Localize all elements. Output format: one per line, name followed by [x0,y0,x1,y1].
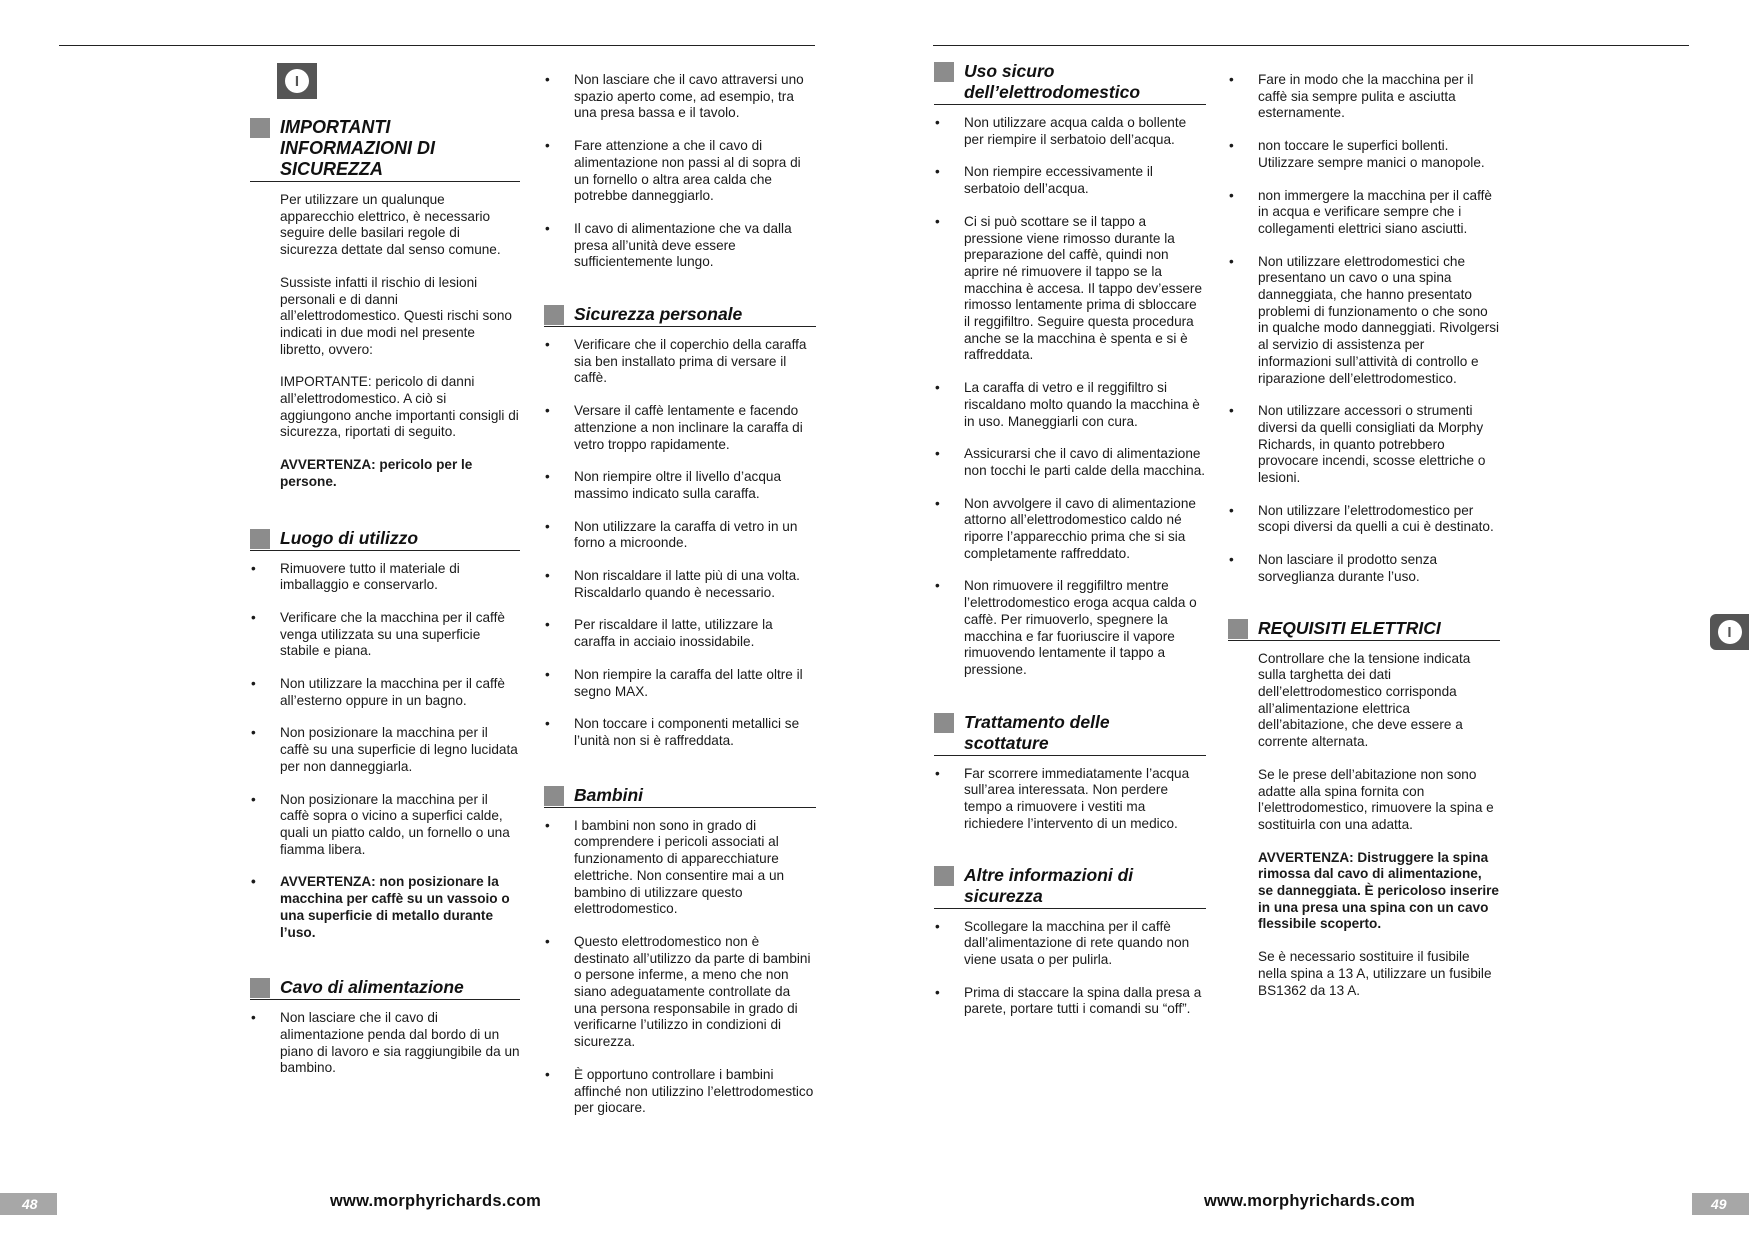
section-heading-uso [934,61,1206,105]
list-item: • Non utilizzare acqua calda o bollente per riempire il serbatoio dell’acqua. [934,115,1206,148]
list-item: • Fare in modo che la macchina per il caffè sia sempre pulita e asciutta esternamente. [1228,72,1500,122]
requisiti-paragraph: Se è necessario sostituire il fusibile nella spina a 13 A, utilizzare un fusibile BS1362 da 13 A. [1258,949,1492,998]
language-tab-letter: I [1727,623,1732,641]
list-item: • Non utilizzare elettrodomestici che presentano un cavo o una spina danneggiata, che hanno presentato problemi di funzionamento o che sono in qualche modo danneggiati. Rivolgersi al servizio di assistenza per informazioni sull’attività di controllo e riparazione dell’elettrodomestico. [1228,254,1500,388]
section-heading-altre [934,865,1206,909]
column-4 [1228,72,1500,999]
list-item: • Ci si può scottare se il tappo a pressione viene rimosso durante la preparazione del caffè, quindi non aprire né rimuovere il tappo se la macchina è accesa. Il tappo dev’essere rimosso lentamente prima di sbloccare il reggifiltro. Seguire questa procedura anche se la macchina è spenta e si è raffreddata. [934,214,1206,364]
list-item: • Non lasciare il prodotto senza sorveglianza durante l’uso. [1228,552,1500,585]
list-item: • Il cavo di alimentazione che va dalla presa all’unità deve essere sufficientemente lungo. [544,221,816,271]
list-item: • Non utilizzare la caraffa di vetro in un forno a microonde. [544,519,816,552]
section-title: Sicurezza personale [574,304,743,325]
list-item: • Non riempire la caraffa del latte oltre il segno MAX. [544,667,816,700]
list-item: • Assicurarsi che il cavo di alimentazione non tocchi le parti calde della macchina. [934,446,1206,479]
intro-paragraph: Sussiste infatti il rischio di lesioni personali e di danni all’elettrodomestico. Questi rischi sono indicati in due modi nel presente libretto, ovvero: [280,274,512,357]
section-heading-requisiti [1228,618,1500,641]
section-heading-luogo [250,528,520,551]
heading-marker [544,786,564,806]
personale-list [544,337,816,750]
section-title: IMPORTANTI INFORMAZIONI DI SICUREZZA [280,117,435,179]
list-item: • Questo elettrodomestico non è destinato all’utilizzo da parte di bambini o persone inferme, a meno che non siano adeguatamente controllate da una persona responsabile in grado di verificarne l’utilizzo in condizioni di sicurezza. [544,934,816,1051]
page-number-left [0,1193,57,1215]
list-item: • La caraffa di vetro e il reggifiltro si riscaldano molto quando la macchina è in uso. Maneggiarli con cura. [934,380,1206,430]
heading-marker [934,713,954,733]
list-item: • Versare il caffè lentamente e facendo attenzione a non inclinare la caraffa di vetro troppo rapidamente. [544,403,816,453]
list-item: • È opportuno controllare i bambini affinché non utilizzino l’elettrodomestico per giocare. [544,1067,816,1117]
requisiti-paragraph: Controllare che la tensione indicata sulla targhetta dei dati dell’elettrodomestico corrisponda all’alimentazione elettrica dell’abitazione, che deve essere a corrente alternata. [1258,650,1471,750]
footer-website-left: www.morphyrichards.com [330,1192,542,1210]
section-heading-importanti [250,117,520,182]
list-item: • Non riempire oltre il livello d’acqua massimo indicato sulla caraffa. [544,469,816,502]
altre-list [934,919,1206,1019]
list-item: • non immergere la macchina per il caffè in acqua e verificare sempre che i collegamenti elettrici siano asciutti. [1228,188,1500,238]
heading-marker [934,62,954,82]
list-item: • I bambini non sono in grado di comprendere i pericoli associati al funzionamento di apparecchiature elettriche. Non consentire mai a un bambino di utilizzare questo elettrodomestico. [544,818,816,918]
column-1 [250,117,520,1077]
list-item-warning: • AVVERTENZA: non posizionare la macchina per caffè su un vassoio o una superficie di metallo durante l’uso. [250,874,520,941]
section-title: Altre informazioni di sicurezza [964,864,1134,906]
section-heading-scottature [934,712,1206,756]
list-item: • Non posizionare la macchina per il caffè sopra o vicino a superfici calde, quali un piatto caldo, un fornello o una fiamma libera. [250,792,520,859]
section-title: Cavo di alimentazione [280,977,464,998]
heading-marker [544,305,564,325]
list-item: • Non utilizzare accessori o strumenti diversi da quelli consigliati da Morphy Richards, in quanto potrebbero provocare incendi, scosse elettriche o lesioni. [1228,403,1500,487]
list-item: • Non toccare i componenti metallici se l’unità non si è raffreddata. [544,716,816,749]
heading-marker [250,978,270,998]
list-item: • Non posizionare la macchina per il caffè su una superficie di legno lucidata per non danneggiarla. [250,725,520,775]
list-item: • Non avvolgere il cavo di alimentazione attorno all’elettrodomestico caldo né riporre l’apparecchio prima che si sia completamente raffreddato. [934,496,1206,563]
list-item: • Non lasciare che il cavo di alimentazione penda dal bordo di un piano di lavoro e sia raggiungibile da un bambino. [250,1010,520,1077]
intro-paragraph: IMPORTANTE: pericolo di danni all’elettrodomestico. A ciò si aggiungono anche importanti consigli di sicurezza, riportati di seguito. [280,374,519,440]
heading-marker [250,529,270,549]
language-tab-icon [1710,614,1749,650]
language-badge-letter: I [294,72,300,90]
requisiti-paragraph: Se le prese dell’abitazione non sono adatte alla spina fornita con l’elettrodomestico, rimuovere la spina e sostituirla con una adatta. [1258,766,1494,832]
uso-continued-list [1228,72,1500,586]
top-rule-left [59,45,815,46]
bambini-list [544,818,816,1117]
heading-marker [250,118,270,138]
list-item: • Scollegare la macchina per il caffè dall’alimentazione di rete quando non viene usata o per pulirla. [934,919,1206,969]
list-item: • Non riscaldare il latte più di una volta. Riscaldarlo quando è necessario. [544,568,816,601]
scottature-list [934,766,1206,833]
list-item: • Per riscaldare il latte, utilizzare la caraffa in acciaio inossidabile. [544,617,816,650]
intro-paragraph: Per utilizzare un qualunque apparecchio elettrico, è necessario seguire delle basilari regole di sicurezza dettate dal senso comune. [280,192,501,258]
luogo-list [250,561,520,942]
section-heading-personale [544,304,816,327]
page-number-right [1692,1193,1749,1215]
section-title: Bambini [574,784,644,805]
requisiti-warning: AVVERTENZA: Distruggere la spina rimossa dal cavo di alimentazione, se danneggiata. È pericoloso inserire in una presa una spina con un cavo flessibile scoperto. [1258,849,1499,932]
uso-list [934,115,1206,679]
list-item: • Verificare che la macchina per il caffè venga utilizzata su una superficie stabile e piana. [250,610,520,660]
list-item: • non toccare le superfici bollenti. Utilizzare sempre manici o manopole. [1228,138,1500,171]
list-item: • Non utilizzare l’elettrodomestico per scopi diversi da quelli a cui è destinato. [1228,503,1500,536]
cavo-list [250,1010,520,1077]
heading-marker [1228,619,1248,639]
column-3 [934,61,1206,1018]
list-item: • Far scorrere immediatamente l’acqua sull’area interessata. Non perdere tempo a rimuovere i vestiti ma richiedere l’intervento di un medico. [934,766,1206,833]
section-title: Trattamento delle scottature [964,711,1110,753]
list-item: • Fare attenzione a che il cavo di alimentazione non passi al di sopra di un fornello o altra area calda che potrebbe danneggiarlo. [544,138,816,205]
page-number-text: 49 [1711,1196,1727,1212]
list-item: • Verificare che il coperchio della caraffa sia ben installato prima di versare il caffè. [544,337,816,387]
footer-website-right: www.morphyrichards.com [1204,1192,1416,1210]
language-badge-icon [277,63,317,99]
warning-paragraph: AVVERTENZA: pericolo per le persone. [280,457,473,489]
list-item: • Non lasciare che il cavo attraversi uno spazio aperto come, ad esempio, tra una presa bassa e il tavolo. [544,72,816,122]
section-title: REQUISITI ELETTRICI [1258,617,1441,638]
page-number-text: 48 [22,1196,38,1212]
list-item: • Non rimuovere il reggifiltro mentre l’elettrodomestico eroga acqua calda o caffè. Per rimuoverlo, spegnere la macchina e far fuoriuscire il vapore rimuovendo lentamente il tappo a pressione. [934,578,1206,678]
list-item: • Non utilizzare la macchina per il caffè all’esterno oppure in un bagno. [250,676,520,709]
section-heading-bambini [544,785,816,808]
cavo-continued-list [544,72,816,271]
list-item: • Prima di staccare la spina dalla presa a parete, portare tutti i comandi su “off”. [934,985,1206,1018]
section-title: Uso sicuro dell’elettrodomestico [964,61,1141,102]
top-rule-right [933,45,1689,46]
section-heading-cavo [250,977,520,1000]
section-title: Luogo di utilizzo [280,527,419,548]
list-item: • Non riempire eccessivamente il serbatoio dell’acqua. [934,164,1206,197]
heading-marker [934,866,954,886]
list-item: • Rimuovere tutto il materiale di imballaggio e conservarlo. [250,561,520,594]
column-2 [544,72,816,1117]
